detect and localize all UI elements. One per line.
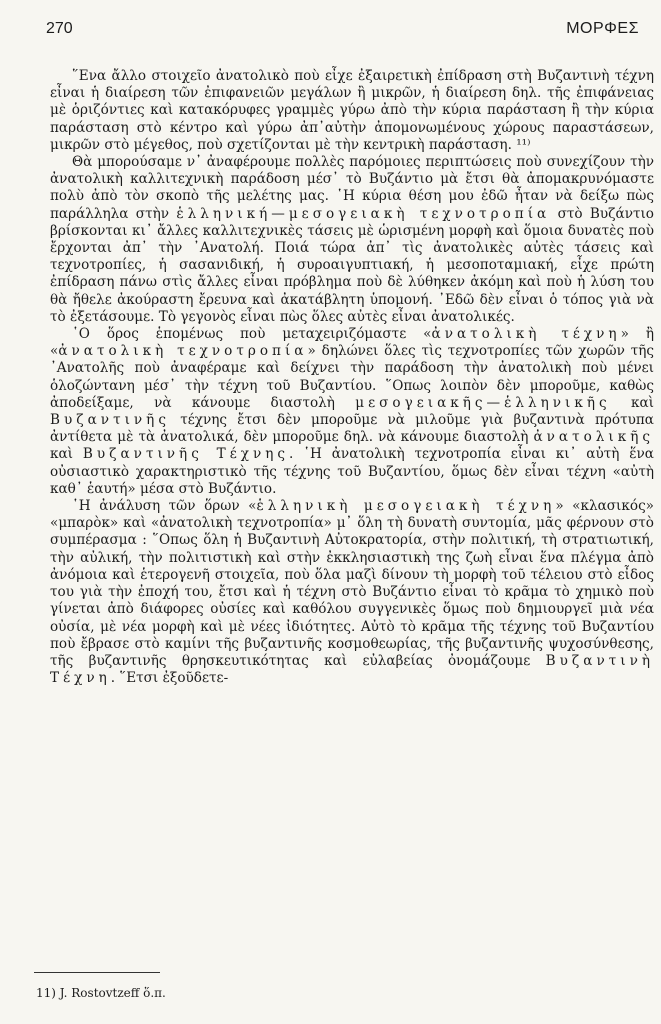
text-run: » ἢ « xyxy=(50,326,654,360)
spaced-term: ἀνατολικὴ τέχνη xyxy=(431,326,621,343)
running-head: ΜΟΡΦΕΣ xyxy=(566,20,639,37)
text-run: » «κλασικός» «μπαρὸκ» καὶ «ἀνατολικὴ τεχνοτροπία» μ᾽ ὅλη τὴ δυνατὴ συντομία, μᾶς φέρνουν στὸ συμπέρασμα : ῞Οπως ὅλη ἡ Βυζαντινὴ Αὐτοκρατορία, στὴν πολιτική, τὴ στρατιωτική, τὴν αὐλική, τὴν πολιτιστικὴ καὶ στὴν ἐκκλησιαστικὴ της ζωὴ εἶναι ἕνα πλέγμα ἀπὸ ἀνόμοια καὶ ἑτερογενῆ στοιχεῖα, ποὺ ὅλα μαζὶ δίνουν τὴ μορφὴ τοῦ τέλειου στὸ εἶδος του γιὰ τὴν ἐποχή του, ἔτσι καὶ ἡ τέχνη στὸ Βυζάντιο εἶναι τὸ κρᾶμα τὸ χημικὸ ποὺ γίνεται ἀπὸ διάφορες οὐσίες καὶ καθόλου συγγενικὲς ὅμως ποὺ δημιουργεῖ μιὰ νέα οὐσία, μὲ νέα μορφὴ καὶ μὲ νέες ἰδιότητες. Αὐτὸ τὸ κρᾶμα τῆς τέχνης τοῦ Βυζαντίου ποὺ ἔβρασε στὸ καμίνι τῆς βυζαντινῆς κοσμοθεωρίας, τῆς βυζαντινῆς ψυχοσύνθεσης, τῆς βυζαντινῆς θρησκευτικότητας καὶ εὐλαβείας ὀνομάζουμε xyxy=(50,498,654,669)
spaced-term: ἑλληνικὴ μεσογειακὴ τέχνη xyxy=(256,498,556,515)
spaced-term: ἑλληνική—μεσογειακὴ τεχνοτροπία xyxy=(176,205,551,222)
text-run: καὶ xyxy=(50,446,83,463)
text-run: » δηλώνει ὅλες τὶς τεχνοτροπίες τῶν χωρῶν τῆς ᾿Ανατολῆς ποὺ ἀναφέραμε καὶ δείχνει τὴν παράδοση τὴν ἀνατολικὴ ποὺ μένει ὁλοζώντανη μέσ᾽ τὴν τέχνη τοῦ Βυζαντίου. ῞Οπως λοιπὸν δὲν μποροῦμε, καθὼς ἀποδείξαμε, νὰ κάνουμε διαστολὴ xyxy=(50,343,654,411)
paragraph xyxy=(50,68,654,154)
paragraph xyxy=(50,154,654,326)
text-run: . ῞Ετσι ἐξοῦδετε- xyxy=(110,670,229,687)
text-run: καὶ xyxy=(610,394,654,411)
text-run: ῞Ενα ἄλλο στοιχεῖο ἀνατολικὸ ποὺ εἶχε ἐξαιρετικὴ ἐπίδραση στὴ Βυζαντινὴ τέχνη εἶναι ἡ διαίρεση τῶν ἐπιφανειῶν μεγάλων ἢ μικρῶν, ἡ διαίρεση δηλ. τῆς ἐπιφάνειας μὲ ὁριζόντιες καὶ κατακόρυφες γραμμὲς γύρω ἀπὸ τὴν κύρια παράσταση ἢ τὴν κύρια παράσταση στὸ κέντρο καὶ γύρω ἀπ᾽αὐτὴν ἀπομονωμένους χώρους παραστάσεων, μικρῶν στὸ μέγεθος, ποὺ σχετίζονται μὲ τὴν κεντρικὴ παράσταση. ¹¹⁾ xyxy=(50,68,654,153)
spaced-term: Βυζαντινῆς xyxy=(50,412,170,429)
text-run: . ῾Η ἀνατολικὴ τεχνοτροπία εἶναι κι᾽ αὐτὴ ἕνα οὐσιαστικὸ χαρακτηριστικὸ τῆς τέχνης τοῦ Βυζαντίου, ὅμως δὲν εἶναι τέχνη «αὐτὴ καθ᾽ ἑαυτή» μέσα στὸ Βυζάντιο. xyxy=(50,446,654,497)
page-number: 270 xyxy=(46,20,73,37)
footnote: 11) J. Rostovtzeff ὅ.π. xyxy=(36,986,166,1000)
spaced-term: μεσογειακῆς—ἑλληνικῆς xyxy=(355,394,611,411)
spaced-term: ἀνατολικῆς xyxy=(533,429,654,446)
paragraph xyxy=(50,326,654,498)
body-text xyxy=(50,68,654,687)
text-run: στὸ Βυζάντιο βρίσκονται κι᾽ ἄλλες καλλιτεχνικὲς τάσεις μὲ ὡρισμένη μορφὴ καὶ ὅμοια δυνατὲς ποὺ ἔρχονται ἀπ᾽ τὴν ᾿Ανατολή. Ποιά τώρα ἀπ᾽ τὶς ἀνατολικὲς αὐτὲς τάσεις καὶ τεχνοτροπίες, ἡ σασανιδική, ἡ συροαιγυπτιακή, ἡ μεσοποταμιακή, εἶχε πρώτη ἐπίδραση πάνω στὶς ἄλλες εἶναι πρόβλημα ποὺ δὲ λύθηκεν ἀκόμη καὶ ποὺ ἡ λύση του θὰ ἤθελε ἀκούραστη ἔρευνα καὶ ἀκατάβλητη ὑπομονή. ᾿Εδῶ δὲν εἶναι ὁ τόπος γιὰ νὰ τὸ ἐξετάσουμε. Τὸ γεγονὸς εἶναι πὼς ὅλες αὐτὲς εἶναι ἀνατολικές. xyxy=(50,205,654,325)
paragraph xyxy=(50,498,654,687)
spaced-term: Βυζαντινῆς Τέχνης xyxy=(82,446,290,463)
page-header xyxy=(46,20,639,46)
text-run: τέχνης ἔτσι δὲν μποροῦμε νὰ μιλοῦμε γιὰ βυζαντινὰ πρότυπα ἀντίθετα μὲ τὰ ἀνατολικά, δὲν μποροῦμε δηλ. νὰ κάνουμε διαστολὴ xyxy=(50,412,654,446)
spaced-term: Βυζαντινὴ Τέχνη xyxy=(50,652,654,687)
footnote-divider xyxy=(34,972,160,973)
spaced-term: ἀνατολικὴ τεχνοτροπία xyxy=(58,343,308,360)
text-run: Θὰ μπορούσαμε ν᾽ ἀναφέρουμε πολλὲς παρόμοιες περιπτώσεις ποὺ συνεχίζουν τὴν ἀνατολικὴ καλλιτεχνικὴ παράδοση μέσ᾽ τὸ Βυζάντιο μὰ ἔτσι θὰ ἀπομακρυνόμαστε πολὺ ἀπὸ τὸν σκοπὸ τῆς μελέτης μας. ῾Η κύρια θέση μου ἐδῶ ἦταν νὰ δείξω πὼς παράλληλα στὴν xyxy=(50,154,654,222)
text-run: ῾Η ἀνάλυση τῶν ὅρων « xyxy=(72,498,257,515)
text-run: ῾Ο ὅρος ἑπομένως ποὺ μεταχειριζόμαστε « xyxy=(72,326,432,343)
